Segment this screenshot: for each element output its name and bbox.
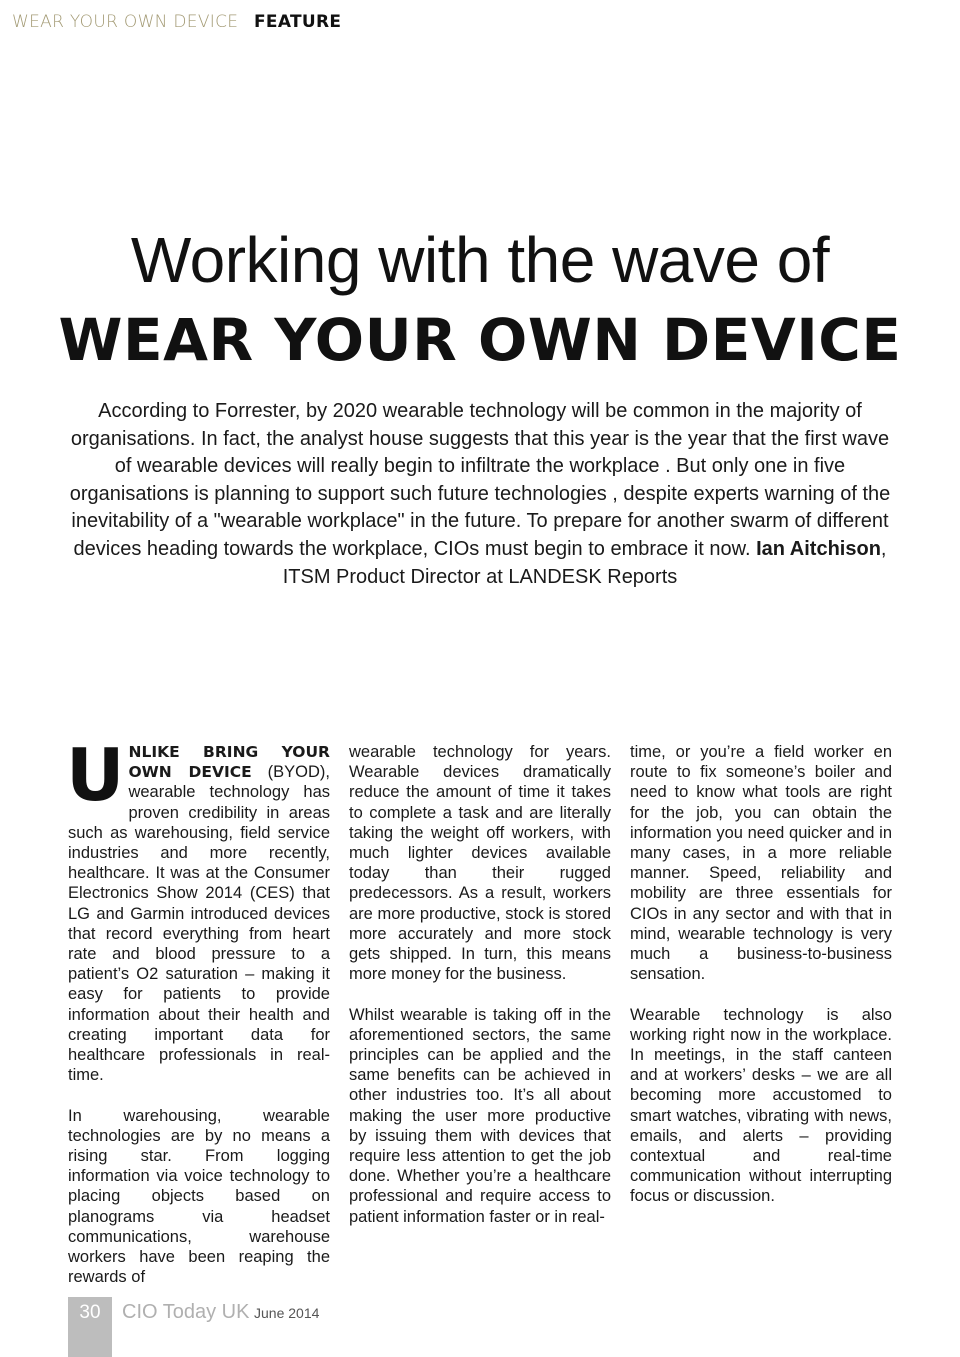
publication-name: CIO Today UK <box>122 1301 250 1323</box>
section-name: WEAR YOUR OWN DEVICE <box>12 12 239 32</box>
publication-date: June 2014 <box>254 1305 320 1321</box>
paragraph <box>66 733 330 1085</box>
section-label: FEATURE <box>254 12 342 32</box>
article-column-2 <box>349 742 611 1227</box>
headline-line-2: WEAR YOUR OWN DEVICE <box>58 306 902 374</box>
article-column-1 <box>66 733 330 1287</box>
headline-line-1: Working with the wave of <box>130 224 830 296</box>
paragraph: In warehousing, wearable technologies are by no means a rising star. From logging information via voice technology to placing objects based on planograms via headset communications, warehouse workers have been reaping the rewards of <box>68 1106 330 1287</box>
standfirst-text: According to Forrester, by 2020 wearable technology will be common in the majority of organisations. In fact, the analyst house suggests that this year is the year that the first wave of wearable devices will really begin to infiltrate the workplace . But only one in five organisations is planning to support such future technologies , despite experts warning of the inevitability of a "wearable workplace" in the future. To prepare for another swarm of different devices heading towards the workplace, CIOs must begin to embrace it now. <box>69 400 891 560</box>
article-column-3 <box>630 742 892 1207</box>
paragraph: Wearable technology is also working right now in the workplace. In meetings, in the staff canteen and at workers’ desks – we are all becoming more accustomed to smart watches, vibrating with news, emails, and alerts – providing contextual and real-time communication without interrupting focus or discussion. <box>630 1005 892 1206</box>
paragraph: time, or you’re a field worker en route to fix someone’s boiler and need to know what tools are right for the job, you can obtain the information you need quicker and in many cases, in a more reliable manner. Speed, reliability and mobility are three essentials for CIOs in any sector and with that in mind, wearable technology is very much a business-to-business sensation. <box>630 743 892 984</box>
page-number: 30 <box>79 1302 101 1323</box>
standfirst <box>66 398 894 591</box>
author-title: , ITSM Product Director at LANDESK Reports <box>282 537 887 588</box>
paragraph: Whilst wearable is taking off in the aforementioned sectors, the same principles can be applied and the same benefits can be achieved in other industries too. It’s all about making the user more productive by issuing them with devices that require less attention to get the job done. Whether you’re a healthcare professional and require access to patient information faster or in real- <box>349 1005 611 1226</box>
running-head <box>12 12 341 32</box>
drop-cap: U <box>66 733 125 817</box>
paragraph-text: (BYOD), wearable technology has proven credibility in areas such as warehousing, field service industries and more recently, healthcare. It was at the Consumer Electronics Show 2014 (CES) that LG and Garmin introduced devices that record everything from heart rate and blood pressure to a patient’s O2 saturation – making it easy for patients to provide information about their health and creating important data for healthcare professionals in real-time. <box>68 763 330 1085</box>
author-name: Ian Aitchison <box>756 537 881 560</box>
lead-in: NLIKE BRING YOUR OWN DEVICE <box>128 743 330 782</box>
paragraph: wearable technology for years. Wearable devices dramatically reduce the amount of time it takes to complete a task and are literally taking the weight off workers, with much lighter devices available today than their rugged predecessors. As a result, workers are more productive, stock is stored more accurately and more stock gets shipped. In turn, this means more money for the business. <box>349 743 611 984</box>
